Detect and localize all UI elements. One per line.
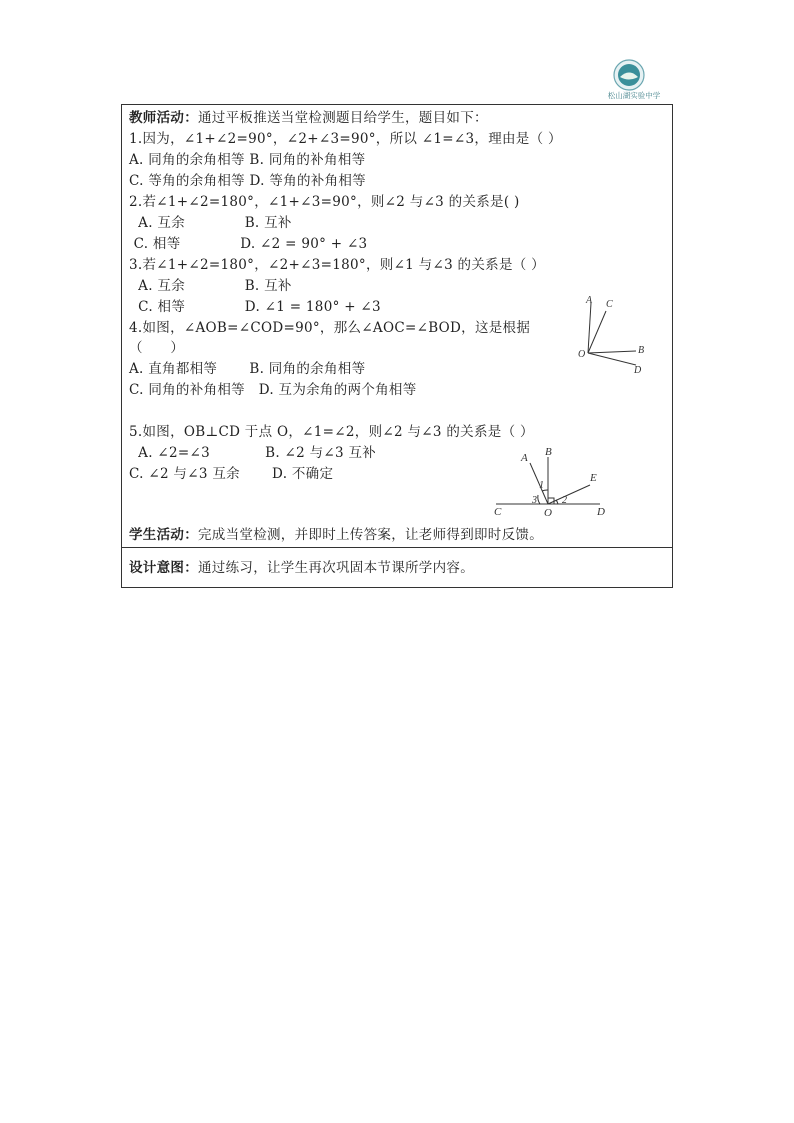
fig2-label-3: 3	[532, 495, 537, 506]
question-5: 5.如图，OB⊥CD 于点 O，∠1=∠2，则∠2 与∠3 的关系是（ ）	[129, 424, 534, 440]
fig1-label-b: B	[638, 345, 645, 356]
question-4-answer-blank: （ ）	[129, 340, 185, 356]
logo-caption: 松山湖实验中学	[607, 91, 661, 100]
student-text: 完成当堂检测，并即时上传答案，让老师得到即时反馈。	[198, 527, 543, 543]
fig2-label-2: 2	[562, 495, 567, 506]
teacher-intro: 通过平板推送当堂检测题目给学生，题目如下：	[198, 110, 488, 126]
question-2-options-cd: C. 相等 D. ∠2 = 90° + ∠3	[129, 236, 368, 252]
angle-figure-q5	[490, 441, 620, 517]
fig1-label-d: D	[634, 365, 642, 375]
school-logo	[592, 58, 676, 102]
design-label: 设计意图：	[129, 560, 198, 576]
question-1: 1.因为，∠1+∠2=90°，∠2+∠3=90°，所以 ∠1=∠3，理由是（ ）	[129, 131, 562, 147]
student-activity-line	[129, 526, 543, 544]
fig2-label-c: C	[494, 506, 502, 517]
student-label: 学生活动：	[129, 527, 198, 543]
fig2-label-d: D	[597, 506, 605, 517]
question-4-options-cd: C. 同角的补角相等 D. 互为余角的两个角相等	[129, 382, 417, 398]
teacher-label: 教师活动：	[129, 110, 198, 126]
design-intent-line	[129, 559, 474, 577]
fig1-label-c: C	[606, 299, 613, 310]
fig2-label-o: O	[544, 507, 552, 517]
question-5-options-ab: A. ∠2=∠3 B. ∠2 与∠3 互补	[129, 445, 377, 461]
question-5-options-cd: C. ∠2 与∠3 互余 D. 不确定	[129, 466, 334, 482]
teacher-activity-cell	[122, 105, 672, 548]
question-3-options-ab: A. 互余 B. 互补	[129, 278, 292, 294]
fig1-label-a: A	[586, 295, 593, 306]
fig2-label-1: 1	[539, 480, 544, 491]
teacher-intro-line	[129, 109, 488, 127]
fig1-label-o: O	[578, 349, 586, 360]
question-1-options-cd: C. 等角的余角相等 D. 等角的补角相等	[129, 173, 366, 189]
question-4-options-ab: A. 直角都相等 B. 同角的余角相等	[129, 361, 366, 377]
question-3: 3.若∠1+∠2=180°，∠2+∠3=180°，则∠1 与∠3 的关系是（ ）	[129, 257, 545, 273]
question-1-options-ab: A. 同角的余角相等 B. 同角的补角相等	[129, 152, 366, 168]
question-4: 4.如图，∠AOB=∠COD=90°，那么∠AOC=∠BOD，这是根据	[129, 320, 531, 336]
design-intent-cell	[122, 547, 672, 587]
question-2-options-ab: A. 互余 B. 互补	[129, 215, 292, 231]
question-3-options-cd: C. 相等 D. ∠1 = 180° + ∠3	[129, 299, 381, 315]
angle-figure-q4	[576, 291, 656, 375]
fig2-label-b: B	[545, 446, 552, 458]
design-text: 通过练习，让学生再次巩固本节课所学内容。	[198, 560, 474, 576]
fig2-label-a: A	[521, 452, 528, 464]
question-2: 2.若∠1+∠2=180°，∠1+∠3=90°，则∠2 与∠3 的关系是( )	[129, 194, 520, 210]
fig2-label-e: E	[590, 472, 597, 484]
lesson-table	[121, 104, 673, 588]
